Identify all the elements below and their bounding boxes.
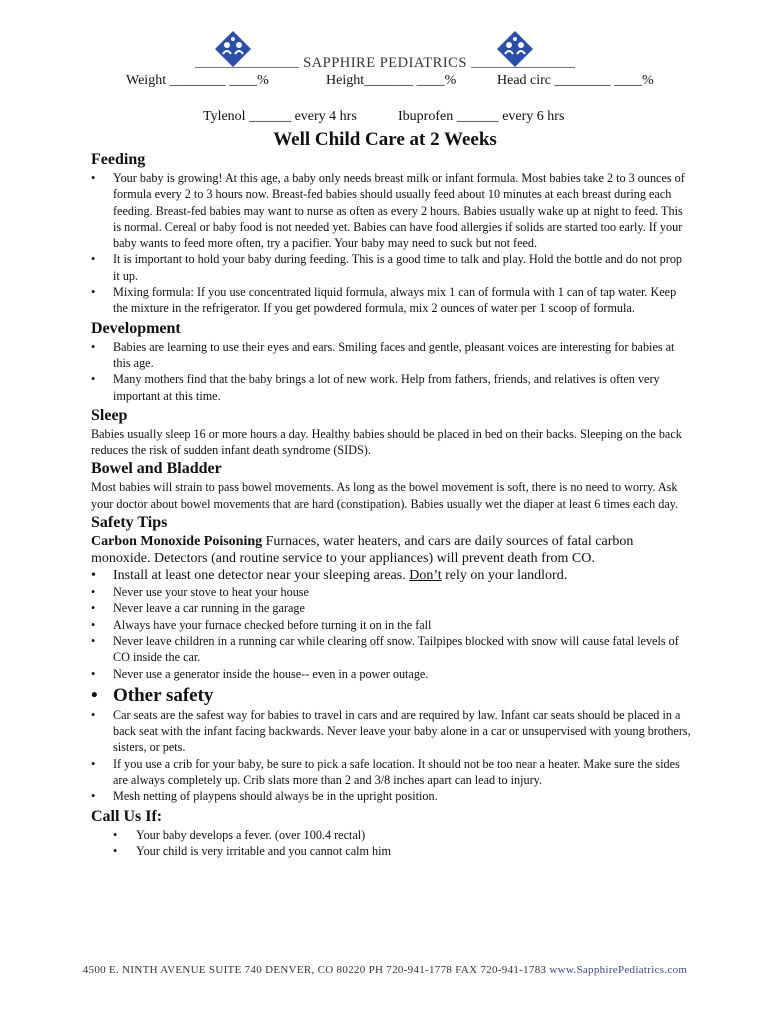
- feeding-heading: Feeding: [91, 151, 146, 168]
- tylenol-field: Tylenol ______ every 4 hrs: [203, 109, 357, 124]
- list-item: • Your child is very irritable and you cannot calm him: [91, 843, 691, 859]
- list-item: • Car seats are the safest way for babies to travel in cars and are required by law. Infant car seats should be placed in a back seat with the infant facing backwards. Never leave your baby alone in a car or unsupervised with young brothers, sisters, or pets.: [91, 707, 691, 756]
- co-text: Furnaces, water heaters, and cars are daily sources of fatal carbon monoxide. Detectors (and routine service to your appliances) will prevent death from CO.: [91, 534, 634, 567]
- safety-heading: Safety Tips: [91, 514, 168, 532]
- list-item: • Babies are learning to use their eyes and ears. Smiling faces and gentle, pleasant voices are interesting for babies at this age.: [91, 339, 691, 372]
- bowel-heading: Bowel and Bladder: [91, 460, 222, 478]
- call-us-list: [91, 827, 691, 860]
- call-us-heading: Call Us If:: [91, 807, 163, 825]
- feeding-list: [91, 170, 691, 317]
- sleep-text: Babies usually sleep 16 or more hours a day. Healthy babies should be placed in bed on their backs. Sleeping on the back reduces the risk of sudden infant death syndrome (SIDS).: [91, 426, 682, 458]
- footer: [0, 964, 770, 976]
- co-title: Carbon Monoxide Poisoning: [91, 534, 263, 550]
- bowel-text: Most babies will strain to pass bowel movements. As long as the bowel movement is soft, there is no need to worry. Ask your doctor about bowel movements that are hard (constipation). Babies usually wet the diaper at least 6 times each day.: [91, 480, 679, 511]
- list-item: • Never leave children in a running car while clearing off snow. Tailpipes blocked with snow will cause fatal levels of CO inside the car.: [91, 633, 691, 666]
- list-item: • It is important to hold your baby during feeding. This is a good time to talk and play. Hold the bottle and do not prop it up.: [91, 251, 691, 284]
- document-body: [91, 150, 691, 859]
- other-safety-list: [91, 707, 691, 805]
- list-item: • Never use a generator inside the house-- even in a power outage.: [91, 666, 691, 682]
- head-circ-field: Head circ ________ ____%: [497, 73, 654, 88]
- website-link[interactable]: www.SapphirePediatrics.com: [549, 964, 688, 976]
- ibuprofen-field: Ibuprofen ______ every 6 hrs: [398, 109, 565, 124]
- height-field: Height_______ ____%: [326, 73, 457, 88]
- other-safety-section: [91, 685, 691, 707]
- list-item: • Mesh netting of playpens should always be in the upright position.: [91, 788, 691, 804]
- list-item: • Install at least one detector near your sleeping areas. Don’t rely on your landlord.: [91, 567, 691, 584]
- weight-field: Weight ________ ____%: [126, 73, 269, 88]
- list-item: • Mixing formula: If you use concentrated liquid formula, always mix 1 can of formula with 1 can of tap water. Keep the mixture in the refrigerator. If you get powdered formula, mix 2 ounces of water per 1 scoop of formula.: [91, 284, 691, 317]
- development-list: [91, 339, 691, 404]
- co-paragraph: [91, 533, 691, 567]
- sleep-heading: Sleep: [91, 406, 128, 424]
- list-item: • Your baby develops a fever. (over 100.4 rectal): [91, 827, 691, 843]
- development-heading: Development: [91, 319, 181, 337]
- other-safety-heading: • Other safety: [91, 685, 691, 707]
- list-item: • Always have your furnace checked before turning it on in the fall: [91, 617, 691, 633]
- list-item: • Many mothers find that the baby brings a lot of new work. Help from fathers, friends, and relatives is often very important at this time.: [91, 371, 691, 404]
- brand-name: SAPPHIRE PEDIATRICS: [0, 55, 770, 72]
- list-item: • Your baby is growing! At this age, a baby only needs breast milk or infant formula. Most babies take 2 to 3 ounces of formula every 2 to 3 hours now. Breast-fed babies should usually feed about 10 minutes at each breast during each feeding. Breast-fed babies may want to nurse as often as every 2 hours. Babies usually wake up at night to feed. This is normal. Cereal or baby food is not needed yet. Babies can have food allergies if solids are started too early. If your baby wants to feed more often, try a pacifier. Your baby may need to suck but not feed.: [91, 170, 691, 251]
- footer-address: 4500 E. NINTH AVENUE SUITE 740 DENVER, CO 80220 PH 720-941-1778 FAX 720-941-1783: [82, 964, 547, 976]
- list-item: • Never use your stove to heat your house: [91, 584, 691, 600]
- list-item: • If you use a crib for your baby, be sure to pick a safe location. It should not be too near a heater. Make sure the sides are always completely up. Crib slats more than 2 and 3/8 inches apart can lead to injury.: [91, 756, 691, 789]
- list-item: • Never leave a car running in the garage: [91, 600, 691, 616]
- page-title: Well Child Care at 2 Weeks: [273, 129, 497, 150]
- safety-list: [91, 567, 691, 682]
